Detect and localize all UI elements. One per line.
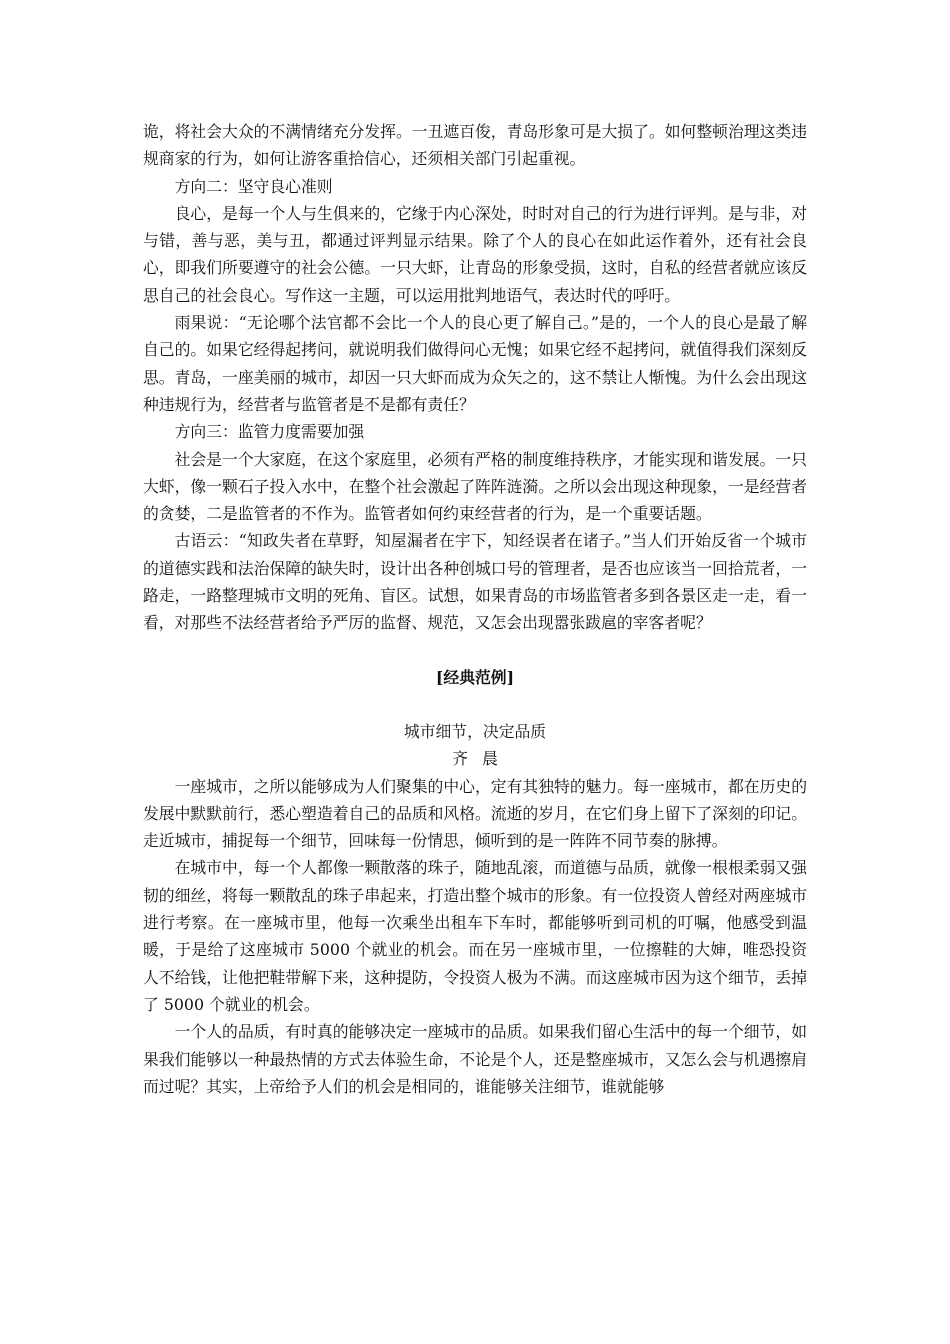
paragraph-ancient-saying: 古语云：“知政失者在草野，知屋漏者在宇下，知经误者在诸子。”当人们开始反省一个城市的道德实践和法治保障的缺失时，设计出各种创城口号的管理者，是否也应该当一回拾荒者，一路走，一路整理城市文明的死角、盲区。试想，如果青岛的市场监管者多到各景区走一走，看一看，对那些不法经营者给予严厉的监督、规范，又怎会出现嚣张跋扈的宰客者呢？: [143, 531, 807, 633]
essay-paragraph-1: 一座城市，之所以能够成为人们聚集的中心，定有其独特的魅力。每一座城市，都在历史的发展中默默前行，悉心塑造着自己的品质和风格。流逝的岁月，在它们身上留下了深刻的印记。走近城市，捕捉每一个细节，回味每一份情思，倾听到的是一阵阵不同节奏的脉搏。: [143, 776, 807, 851]
paragraph-continuation: 诡，将社会大众的不满情绪充分发挥。一丑遮百俊，青岛形象可是大损了。如何整顿治理这类违规商家的行为，如何让游客重拾信心，还须相关部门引起重视。: [143, 122, 807, 169]
paragraph-hugo-quote: 雨果说：“无论哪个法官都不会比一个人的良心更了解自己。”是的，一个人的良心是最了解自己的。如果它经得起拷问，就说明我们做得问心无愧；如果它经不起拷问，就值得我们深刻反思。青岛，一座美丽的城市，却因一只大虾而成为众矢之的，这不禁让人惭愧。为什么会出现这种违规行为，经营者与监管者是不是都有责任？: [143, 313, 807, 414]
direction-three-heading: 方向三：监管力度需要加强: [174, 422, 365, 442]
essay-paragraph-2: 在城市中，每一个人都像一颗散落的珠子，随地乱滚，而道德与品质，就像一根根柔弱又强韧的细丝，将每一颗散乱的珠子串起来，打造出整个城市的形象。有一位投资人曾经对两座城市进行考察。在一座城市里，他每一次乘坐出租车下车时，都能够听到司机的叮嘱，他感受到温暖，于是给了这座城市 5000 个就业的机会。而在另一座城市里，一位擦鞋的大婶，唯恐投资人不给钱，让他把鞋带解下来，这种提防，令投资人极为不满。而这座城市因为这个细节，丢掉了 5000 个就业的机会。: [143, 858, 807, 1014]
essay-title: 城市细节，决定品质: [403, 721, 547, 741]
document-page: [143, 118, 807, 1100]
paragraph-conscience: 良心，是每一个人与生俱来的，它缘于内心深处，时时对自己的行为进行评判。是与非，对与错，善与恶，美与丑，都通过评判显示结果。除了个人的良心在如此运作着外，还有社会良心，即我们所要遵守的社会公德。一只大虾，让青岛的形象受损，这时，自私的经营者就应该反思自己的社会良心。写作这一主题，可以运用批判地语气，表达时代的呼吁。: [143, 203, 807, 305]
direction-two-heading: 方向二：坚守良心准则: [174, 176, 333, 196]
essay-paragraph-3: 一个人的品质，有时真的能够决定一座城市的品质。如果我们留心生活中的每一个细节，如果我们能够以一种最热情的方式去体验生命，不论是个人，还是整座城市，又怎么会与机遇擦肩而过呢？其实，上帝给予人们的机会是相同的，谁能够关注细节，谁就能够: [143, 1022, 807, 1096]
section-heading: [经典范例]: [435, 667, 515, 687]
essay-author: 齐晨: [452, 749, 513, 769]
paragraph-society: 社会是一个大家庭，在这个家庭里，必须有严格的制度维持秩序，才能实现和谐发展。一只大虾，像一颗石子投入水中，在整个社会激起了阵阵涟漪。之所以会出现这种现象，一是经营者的贪婪，二是监管者的不作为。监管者如何约束经营者的行为，是一个重要话题。: [143, 449, 807, 524]
